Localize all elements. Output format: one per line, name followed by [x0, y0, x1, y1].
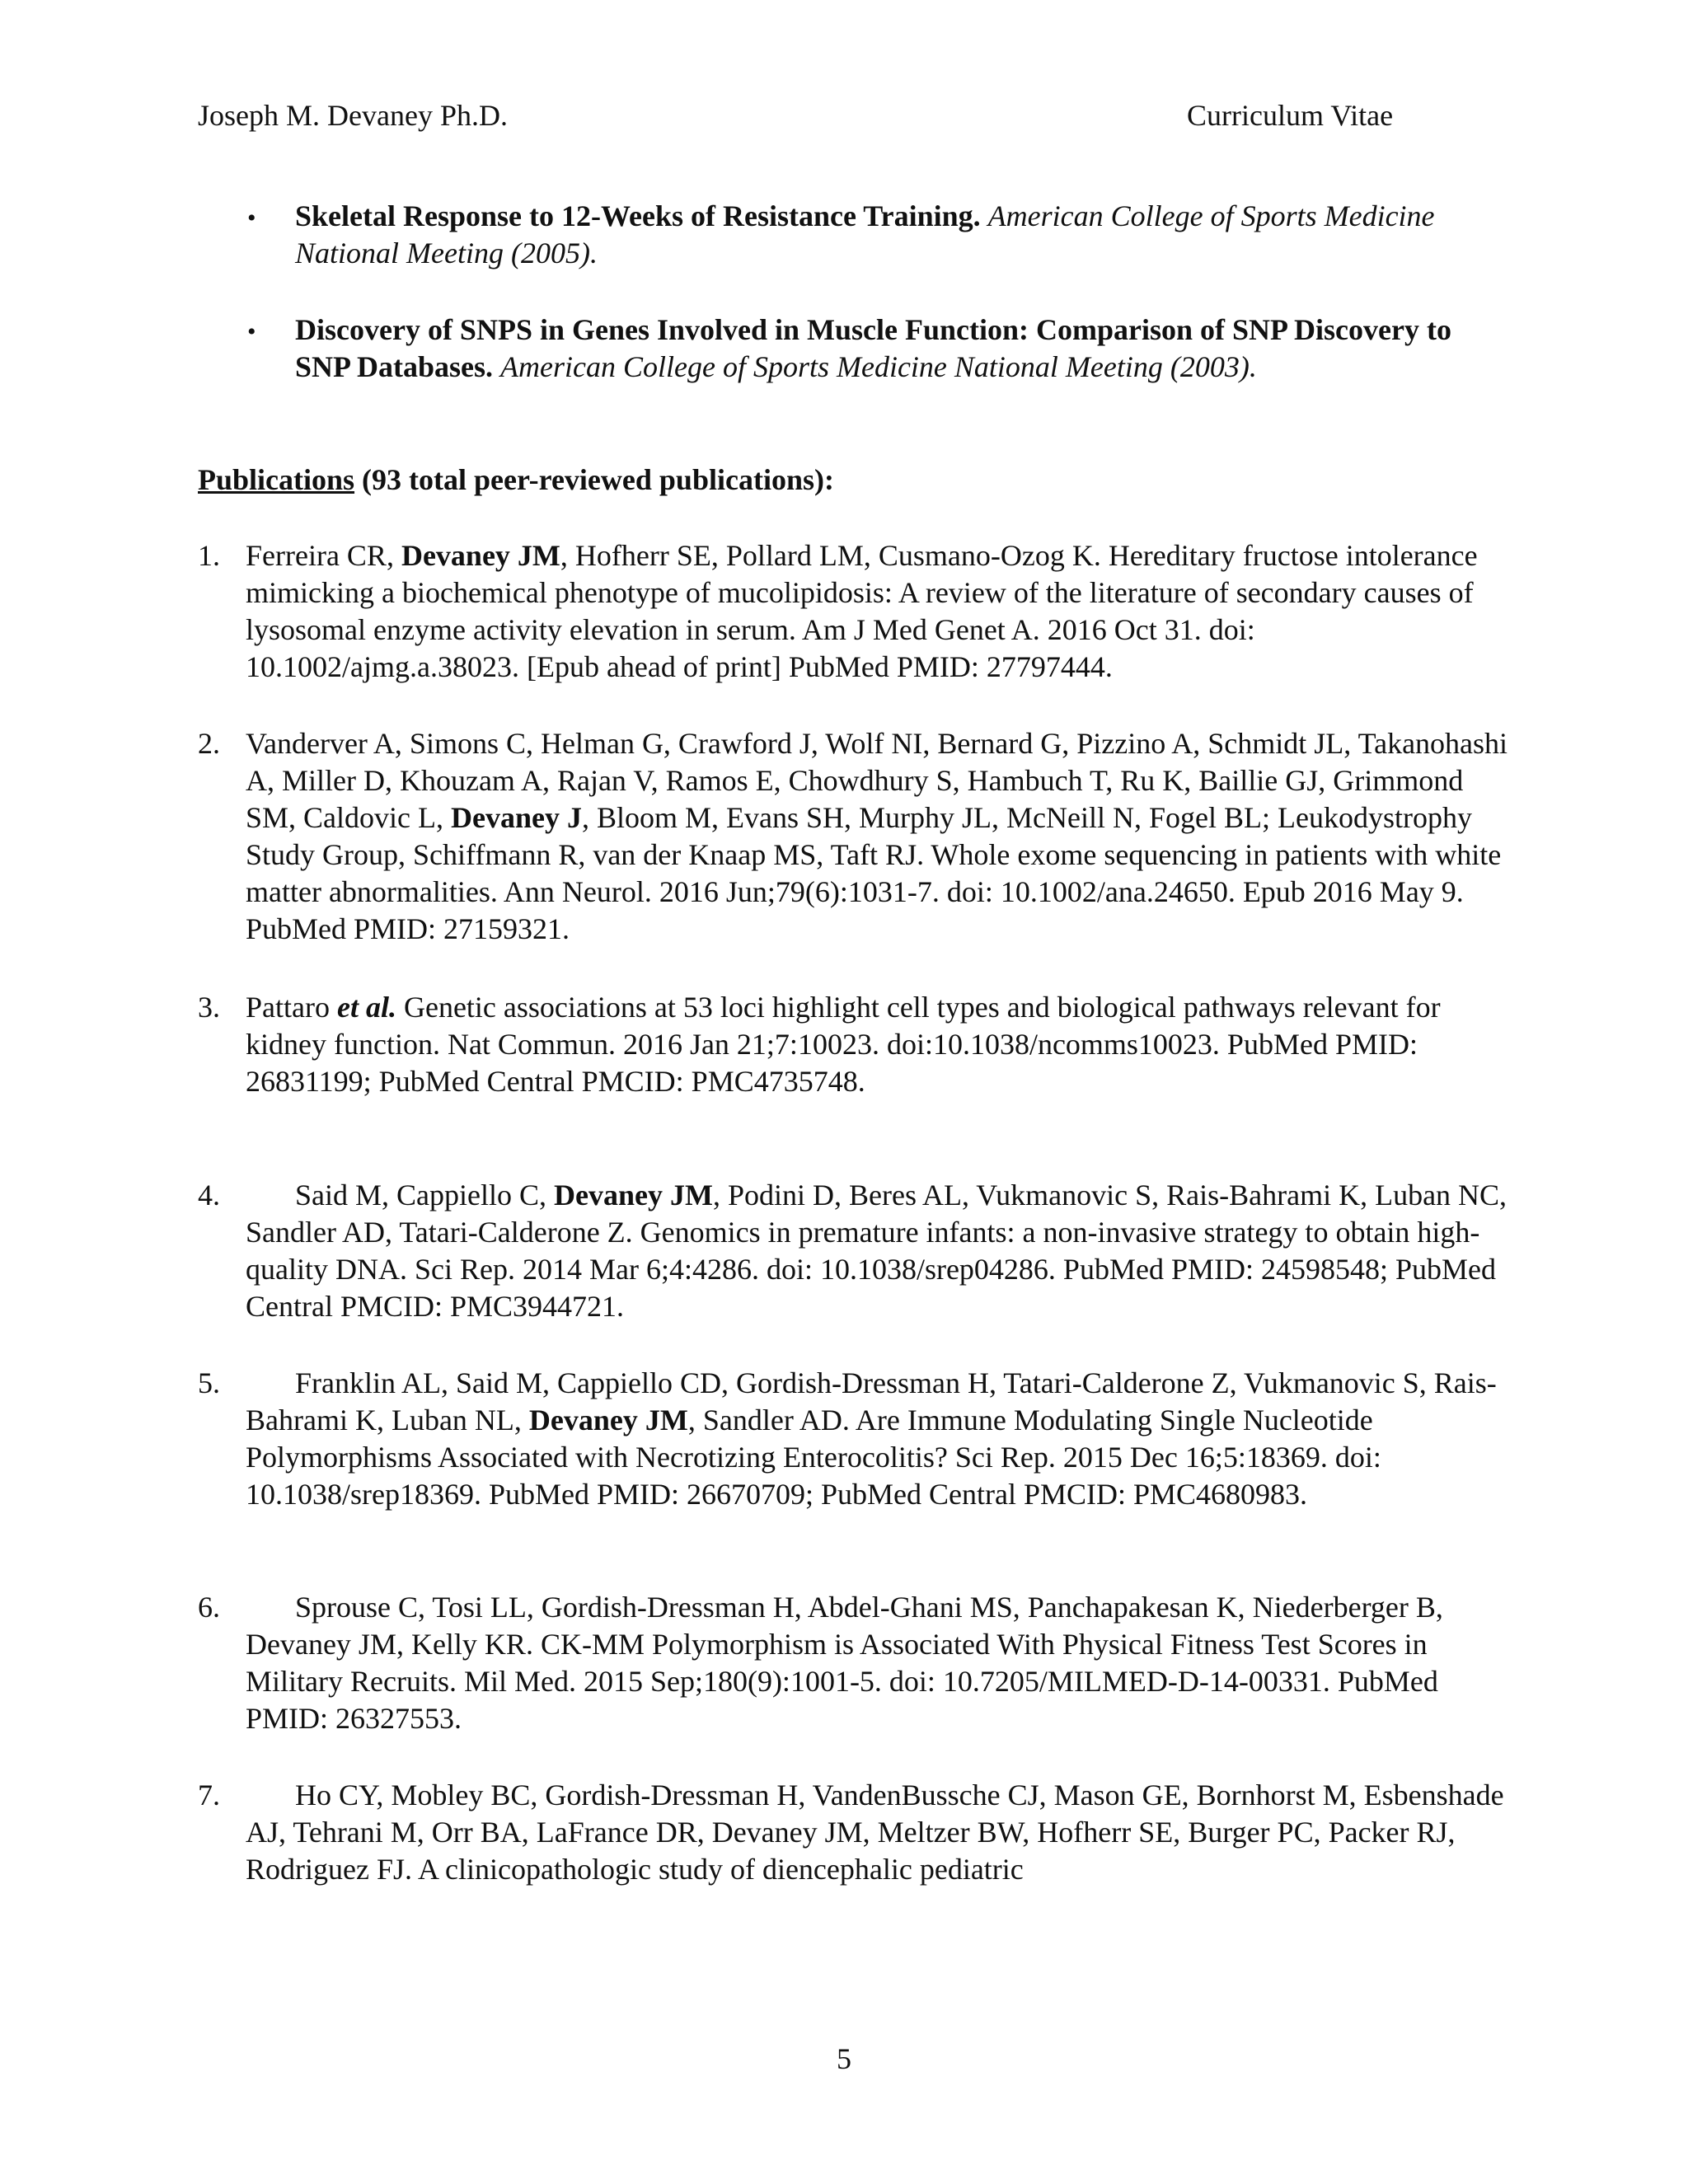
- publication-authors: Said M, Cappiello C,: [295, 1179, 554, 1212]
- publication-entry: Ho CY, Mobley BC, Gordish-Dressman H, VandenBussche CJ, Mason GE, Bornhorst M, Esbenshade AJ, Tehrani M, Orr BA, LaFrance DR, Devaney JM, Meltzer BW, Hofherr SE, Burger PC, Packer RJ, Rodriguez FJ. A clinicopathologic study of diencephalic pediatric: [246, 1779, 1504, 1886]
- publication-entry: [246, 989, 1515, 1100]
- publication-details: , Podini D, Beres AL, Vukmanovic S, Rais-Bahrami K, Luban NC, Sandler AD, Tatari-Calderone Z. Genomics in premature infants: a non-invasive strategy to obtain high-quality DNA. Sci Rep. 2014 Mar 6;4:4286. doi: 10.1038/srep04286. PubMed PMID: 24598548; PubMed Central PMCID: PMC3944721.: [246, 1179, 1507, 1323]
- publication-author-highlight: Devaney JM: [554, 1179, 713, 1212]
- presentation-title: Skeletal Response to 12-Weeks of Resistance Training.: [295, 199, 981, 232]
- bullet-icon: •: [247, 204, 256, 232]
- publication-authors: Pattaro: [246, 991, 337, 1024]
- publication-number: 4.: [198, 1179, 220, 1212]
- publication-number: 7.: [198, 1779, 220, 1811]
- publication-author-highlight: Devaney JM: [528, 1404, 688, 1436]
- page-header-right: Curriculum Vitae: [1187, 99, 1394, 132]
- presentation-title: Discovery of SNPS in Genes Involved in Muscle Function: Comparison of SNP Discovery to SNP Databases.: [295, 313, 1451, 383]
- publication-number: 6.: [198, 1591, 220, 1624]
- publication-authors: Ferreira CR,: [246, 539, 401, 572]
- publication-number: 2.: [198, 727, 220, 760]
- publication-entry: [246, 725, 1515, 948]
- publication-entry: [246, 1177, 1515, 1325]
- publication-authors: Vanderver A, Simons C, Helman G, Crawford J, Wolf NI, Bernard G, Pizzino A, Schmidt JL, Takanohashi A, Miller D, Khouzam A, Rajan V, Ramos E, Chowdhury S, Hambuch T, Ru K, Baillie GJ, Grimmond SM, Caldovic L,: [246, 727, 1508, 834]
- presentation-item: [295, 312, 1482, 386]
- publications-heading: [198, 462, 834, 499]
- publication-authors: Franklin AL, Said M, Cappiello CD, Gordish-Dressman H, Tatari-Calderone Z, Vukmanovic S, Rais-Bahrami K, Luban NL,: [246, 1366, 1497, 1436]
- publication-author-highlight: Devaney JM: [401, 539, 560, 572]
- bullet-icon: •: [247, 318, 256, 345]
- publication-entry: [246, 537, 1515, 686]
- publication-entry: [246, 1365, 1515, 1513]
- publications-heading-suffix: (93 total peer-reviewed publications):: [354, 463, 834, 496]
- publication-number: 1.: [198, 539, 220, 572]
- publication-details: , Sandler AD. Are Immune Modulating Single Nucleotide Polymorphisms Associated with Necrotizing Enterocolitis? Sci Rep. 2015 Dec 16;5:18369. doi: 10.1038/srep18369. PubMed PMID: 26670709; PubMed Central PMCID: PMC4680983.: [246, 1404, 1381, 1511]
- page-number: 5: [837, 2042, 851, 2075]
- publication-author-highlight: Devaney J: [451, 801, 582, 834]
- page-header-left: Joseph M. Devaney Ph.D.: [198, 99, 508, 132]
- publication-entry: Sprouse C, Tosi LL, Gordish-Dressman H, Abdel-Ghani MS, Panchapakesan K, Niederberger B, Devaney JM, Kelly KR. CK-MM Polymorphism is Associated With Physical Fitness Test Scores in Military Recruits. Mil Med. 2015 Sep;180(9):1001-5. doi: 10.7205/MILMED-D-14-00331. PubMed PMID: 26327553.: [246, 1591, 1443, 1735]
- publication-number: 3.: [198, 991, 220, 1024]
- publication-details: , Bloom M, Evans SH, Murphy JL, McNeill N, Fogel BL; Leukodystrophy Study Group, Schiffmann R, van der Knaap MS, Taft RJ. Whole exome sequencing in patients with white matter abnormalities. Ann Neurol. 2016 Jun;79(6):1031-7. doi: 10.1002/ana.24650. Epub 2016 May 9. PubMed PMID: 27159321.: [246, 801, 1502, 945]
- presentation-venue: American College of Sports Medicine National Meeting (2005).: [295, 199, 1435, 269]
- publication-details: , Hofherr SE, Pollard LM, Cusmano-Ozog K. Hereditary fructose intolerance mimicking a biochemical phenotype of mucolipidosis: A review of the literature of secondary causes of lysosomal enzyme activity elevation in serum. Am J Med Genet A. 2016 Oct 31. doi: 10.1002/ajmg.a.38023. [Epub ahead of print] PubMed PMID: 27797444.: [246, 539, 1478, 683]
- publication-number: 5.: [198, 1366, 220, 1399]
- publication-et-al: et al.: [336, 991, 396, 1024]
- presentation-item: [295, 198, 1482, 272]
- publications-heading-label: Publications: [198, 463, 355, 496]
- publication-details: Genetic associations at 53 loci highlight cell types and biological pathways relevant for kidney function. Nat Commun. 2016 Jan 21;7:10023. doi:10.1038/ncomms10023. PubMed PMID: 26831199; PubMed Central PMCID: PMC4735748.: [246, 991, 1441, 1098]
- presentation-venue: American College of Sports Medicine National Meeting (2003).: [500, 350, 1257, 383]
